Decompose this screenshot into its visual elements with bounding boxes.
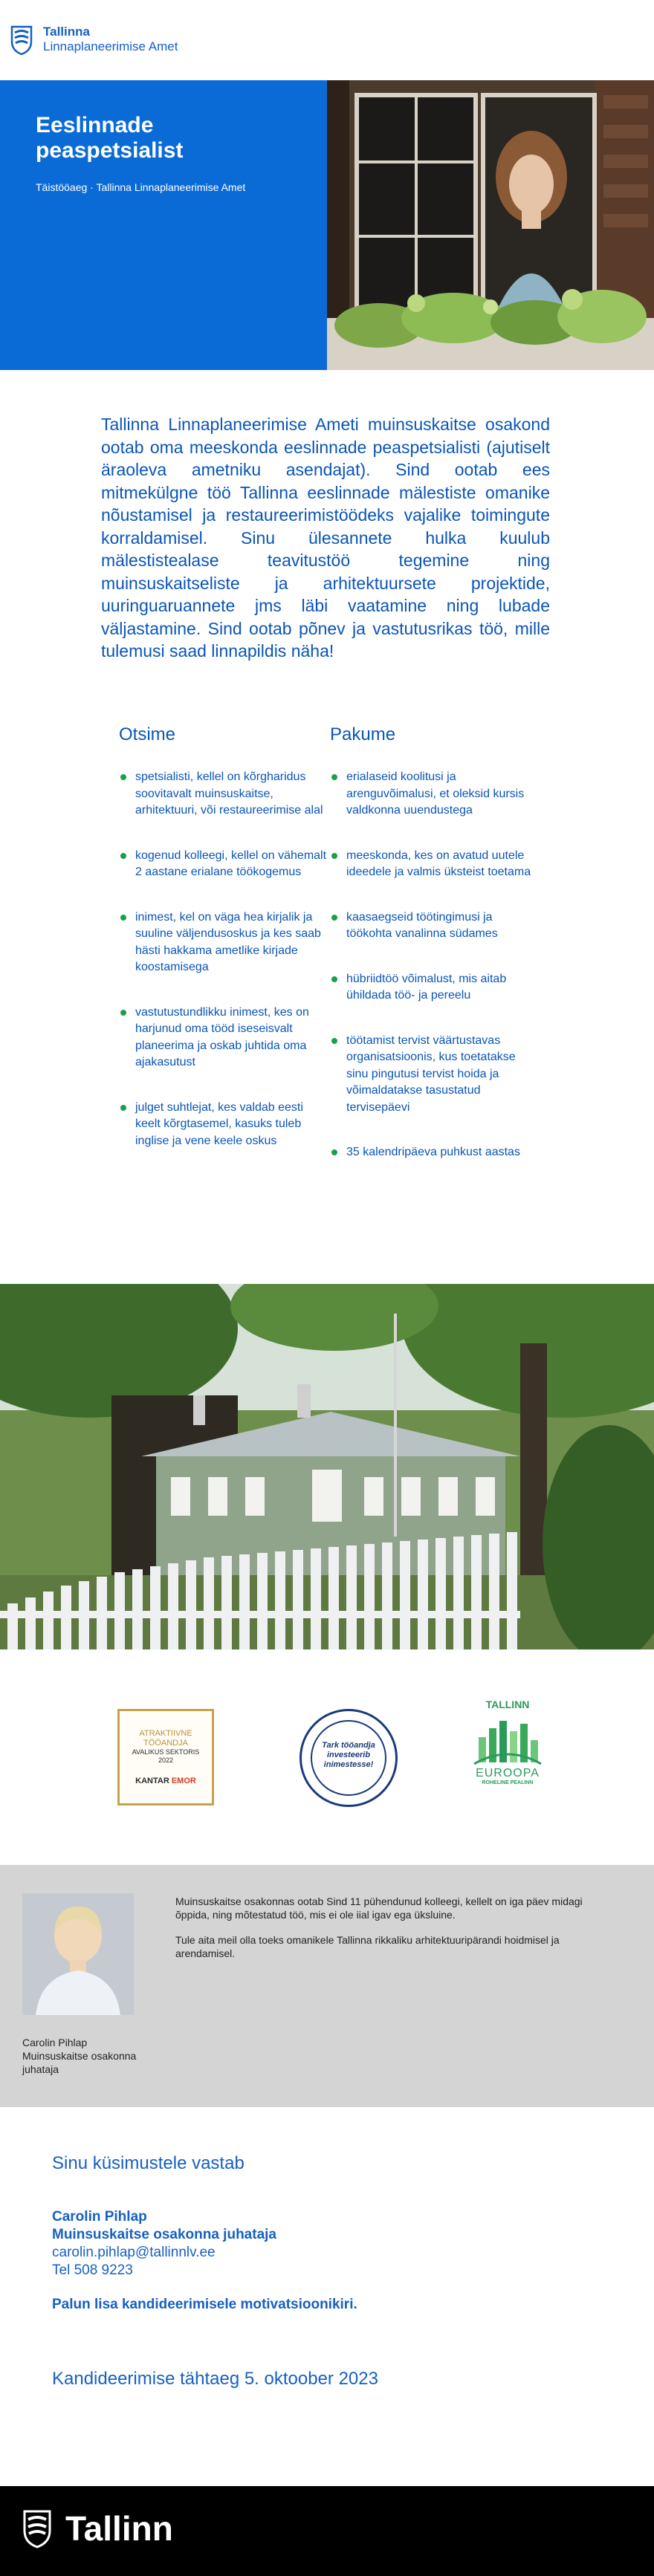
footer — [0, 2486, 654, 2576]
office-building-photo — [0, 1284, 654, 1649]
green-city-skyline-icon — [471, 1715, 544, 1767]
employer-badges — [0, 1649, 654, 1865]
contact-name: Carolin Pihlap — [52, 2209, 147, 2225]
list-item: erialaseid koolitusi ja arenguvõimalusi, et oleksid kursis valdkonna uuendustega — [330, 769, 538, 820]
logo-line-2: Linnaplaneerimise Amet — [43, 39, 178, 53]
manager-portrait — [22, 1893, 134, 2015]
benefits-list — [330, 769, 538, 1161]
application-deadline: Kandideerimise tähtaeg 5. oktoober 2023 — [52, 2369, 378, 2389]
list-item: vastutustundlikku inimest, kes on harjunud oma tööd iseseisvalt planeerima ja oskab juhtida oma ajakasutust — [119, 1005, 327, 1071]
list-item: hübriidtöö võimalust, mis aitab ühildada töö- ja pereelu — [330, 971, 538, 1005]
list-item: 35 kalendripäeva puhkust aastas — [330, 1144, 538, 1161]
job-subtitle: Täistööaeg · Tallinna Linnaplaneerimise Amet — [36, 181, 246, 193]
green-capital-badge — [471, 1699, 544, 1810]
application-note: Palun lisa kandideerimisele motivatsioonikiri. — [52, 2297, 357, 2312]
manager-caption — [22, 2036, 171, 2076]
portrait-illustration — [22, 1893, 134, 2015]
benefits-column — [330, 724, 538, 1190]
manager-role: Muinsuskaitse osakonna juhataja — [22, 2050, 137, 2075]
badge-subtitle: ROHELINE PEALINN — [482, 1780, 534, 1785]
contact-section — [52, 2153, 602, 2390]
hero-banner — [0, 80, 654, 370]
manager-name: Carolin Pihlap — [22, 2037, 88, 2048]
quote-paragraph: Muinsuskaitse osakonnas ootab Sind 11 pühendunud kolleegi, kellelt on iga päev midagi õppida, ning mõtestatud töö, mis ei ole iial igav ega üksluine. — [175, 1895, 583, 1921]
requirements-heading: Otsime — [119, 724, 176, 744]
list-item: kogenud kolleegi, kellel on vähemalt 2 aastane erialane töökogemus — [119, 848, 327, 881]
tallinn-crest-icon — [10, 24, 33, 55]
hero-photo-woman-in-window — [327, 80, 654, 370]
list-item: spetsialisti, kellel on kõrgharidus soovitavalt muinsuskaitse, arhitektuuri, või restaureerimise alal — [119, 769, 327, 820]
quote-text — [175, 1895, 609, 1972]
job-intro-text: Tallinna Linnaplaneerimise Ameti muinsuskaitse osakond ootab oma meeskonda eeslinnade peaspetsialisti (ajutiselt äraoleva ametniku asendajat). Sind ootab ees mitmekülgne töö Tallinna eeslinnade mälestiste omanike nõustamisel ja restaureerimistöödeks vajalike toimingute korraldamisel. Sinu ülesannete hulka kuulub mälestistealase teavitustöö tegemine ning muinsuskaitseliste ja arhitektuursete projektide, uuringuaruannete jms läbi vaatamine ning lubade väljastamine. Sind ootab põnev ja vastutusrikas töö, mille tulemusi saad linnapildis näha! — [101, 415, 550, 661]
contact-email-link[interactable]: carolin.pihlap@tallinnlv.ee — [52, 2245, 216, 2260]
manager-quote-section — [0, 1865, 654, 2107]
logo-line-1: Tallinna — [43, 25, 90, 39]
quote-paragraph: Tule aita meil olla toeks omanikele Tallinna rikkaliku arhitektuuripärandi hoidmisel ja arendamisel. — [175, 1934, 560, 1959]
badge-brand-name: KANTAR — [135, 1777, 169, 1785]
requirements-list — [119, 769, 327, 1149]
badge-line: TÖÖANDJA — [143, 1739, 188, 1748]
badge-line: ATRAKTIIVNE — [139, 1729, 192, 1738]
badge-line: 2022 — [158, 1756, 174, 1764]
list-item: meeskonda, kes on avatud uutele ideedele ja valmis üksteist toetama — [330, 848, 538, 881]
list-item: julget suhtlejat, kes valdab eesti keelt kõrgtasemel, kasuks tuleb inglise ja vene keele oskus — [119, 1100, 327, 1150]
header-logo[interactable] — [10, 22, 178, 56]
list-item: töötamist tervist väärtustavas organisatsioonis, kus toetatakse sinu pingutusi tervist hoida ja võimaldatakse tasustatud tervisepäevi — [330, 1033, 538, 1117]
contact-heading: Sinu küsimustele vastab — [52, 2153, 245, 2173]
contact-phone: Tel 508 9223 — [52, 2262, 133, 2278]
requirements-column — [119, 724, 327, 1178]
tallinn-crest-icon — [22, 2508, 52, 2549]
hero-panel — [0, 80, 327, 370]
list-item: inimest, kel on väga hea kirjalik ja suuline väljendusoskus ja kes saab hästi hakkama ametlike kirjade koostamisega — [119, 909, 327, 976]
badge-text: Tark tööandja investeerib inimestesse! — [322, 1741, 375, 1769]
list-item: kaasaegseid töötingimusi ja töökohta vanalinna südames — [330, 909, 538, 943]
badge-line: AVALIKUS SEKTORIS — [132, 1748, 200, 1756]
badge-city: TALLINN — [485, 1699, 530, 1710]
badge-brand-name-2: EMOR — [171, 1777, 196, 1785]
benefits-heading: Pakume — [330, 724, 396, 744]
contact-role: Muinsuskaitse osakonna juhataja — [52, 2227, 276, 2242]
hero-photo-illustration — [327, 80, 654, 370]
badge-title: EUROOPA — [476, 1767, 540, 1779]
job-title: Eeslinnade peaspetsialist — [36, 113, 184, 163]
building-illustration — [0, 1284, 654, 1649]
badge-brand — [120, 1777, 212, 1785]
footer-logo-text[interactable]: Tallinn — [65, 2509, 173, 2548]
kantar-emor-badge — [117, 1709, 214, 1806]
investor-in-people-badge — [300, 1709, 398, 1807]
